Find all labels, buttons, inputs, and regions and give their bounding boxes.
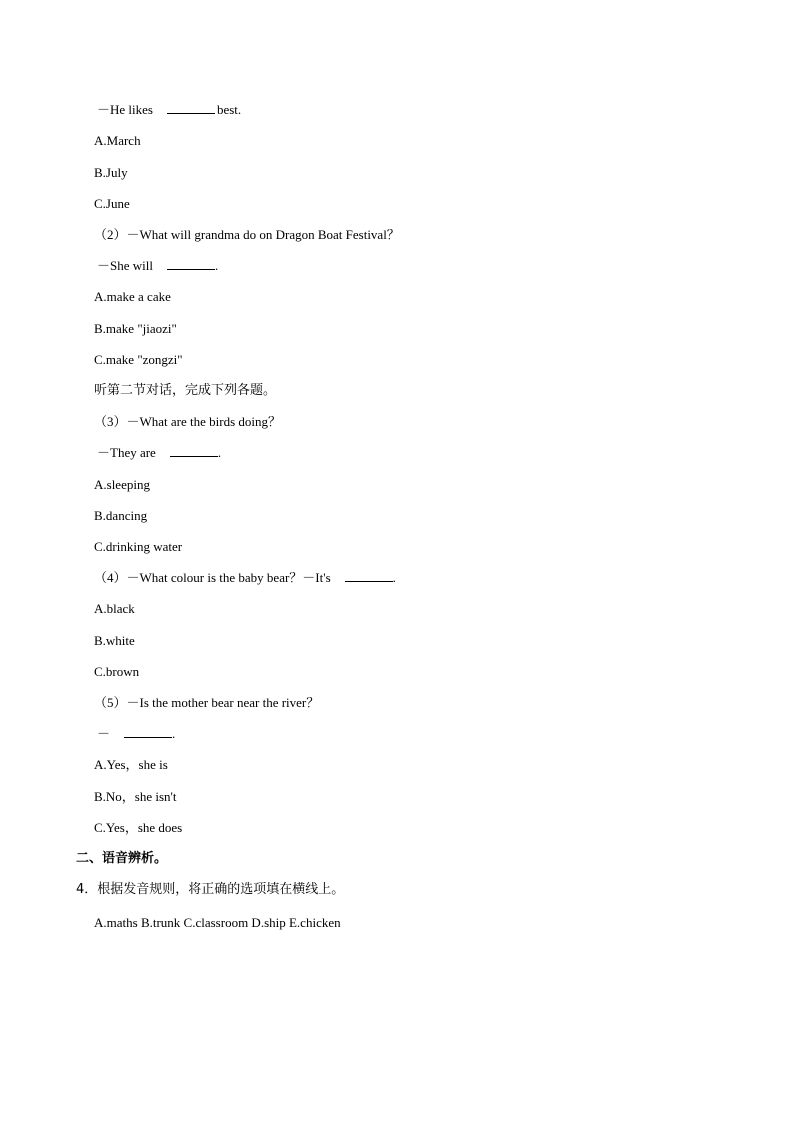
- option-c: C.make "zongzi": [94, 352, 183, 367]
- q1-answer-suffix: best.: [216, 102, 242, 117]
- q3-answer-line: [97, 445, 221, 461]
- question-5: （5）－Is the mother bear near the river？: [94, 695, 320, 710]
- q3-answer-prefix: －They are: [97, 445, 156, 460]
- option-a: A.black: [94, 601, 135, 616]
- section-instruction: 听第二节对话，完成下列各题。: [94, 383, 277, 398]
- answer-blank[interactable]: [124, 726, 172, 738]
- q2-answer-prefix: －She will: [97, 258, 153, 273]
- q5-answer-prefix: －: [97, 726, 111, 741]
- option-a: A.Yes，she is: [94, 757, 168, 772]
- option-b: B.No，she isn't: [94, 789, 177, 804]
- option-a: A.sleeping: [94, 477, 150, 492]
- q1-answer-prefix: －He likes: [97, 102, 153, 117]
- option-b: B.July: [94, 165, 128, 180]
- question-3: （3）－What are the birds doing？: [94, 414, 282, 429]
- q1-answer-line: [97, 102, 241, 118]
- q3-answer-suffix: .: [217, 445, 222, 460]
- option-b: B.dancing: [94, 508, 148, 523]
- option-c: C.June: [94, 196, 130, 211]
- q4-suffix: .: [392, 570, 396, 585]
- question-4: [94, 570, 396, 586]
- q2-answer-suffix: .: [214, 258, 219, 273]
- word-options: A.maths B.trunk C.classroom D.ship E.chicken: [94, 915, 341, 930]
- q5-answer-line: [97, 726, 175, 742]
- option-b: B.make "jiaozi": [94, 321, 177, 336]
- question-4-instruction: 4．根据发音规则，将正确的选项填在横线上。: [76, 882, 345, 897]
- option-b: B.white: [94, 633, 135, 648]
- option-c: C.drinking water: [94, 539, 183, 554]
- answer-blank[interactable]: [167, 102, 215, 114]
- option-a: A.make a cake: [94, 289, 171, 304]
- q5-answer-suffix: .: [172, 726, 176, 741]
- option-a: A.March: [94, 133, 141, 148]
- answer-blank[interactable]: [345, 570, 393, 582]
- q2-answer-line: [97, 258, 218, 274]
- answer-blank[interactable]: [167, 258, 215, 270]
- question-2: （2）－What will grandma do on Dragon Boat Festival？: [94, 227, 400, 242]
- q4-text: （4）－What colour is the baby bear？－It's: [94, 570, 331, 585]
- answer-blank[interactable]: [170, 445, 218, 457]
- option-c: C.Yes，she does: [94, 820, 183, 835]
- option-c: C.brown: [94, 664, 140, 679]
- section-heading: 二、语音辨析。: [76, 851, 168, 866]
